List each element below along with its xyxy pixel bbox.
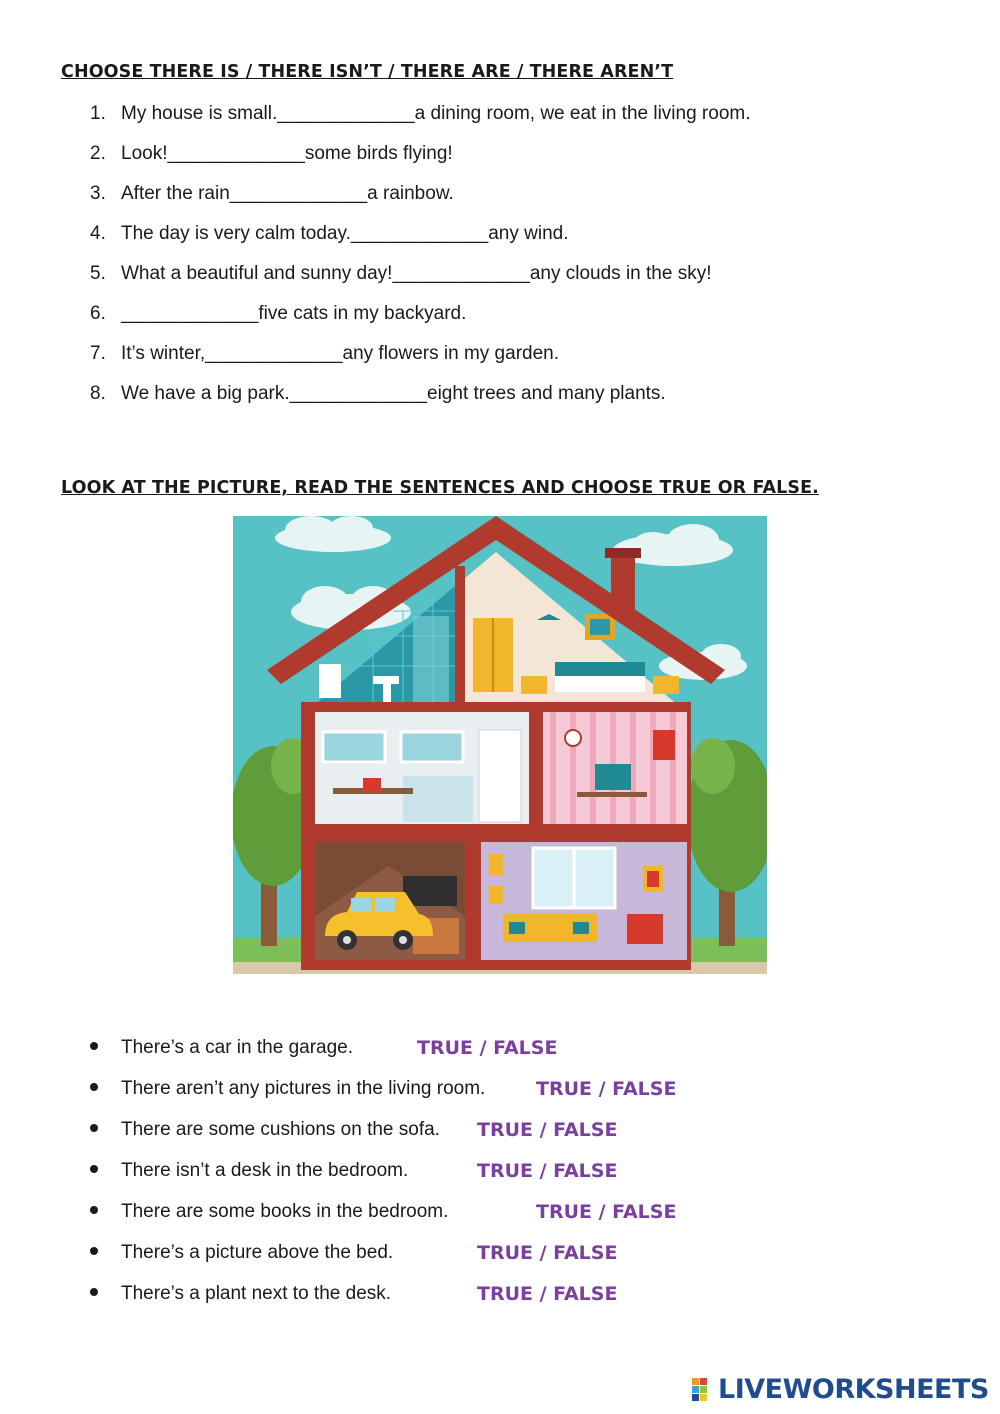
question-number: 2. <box>90 143 106 164</box>
statement-text: There aren’t any pictures in the living room. <box>121 1078 486 1099</box>
answer-blank[interactable]: _____________ <box>229 183 368 204</box>
answer-blank[interactable]: _____________ <box>277 103 415 124</box>
question-item <box>90 381 751 421</box>
logo-text: LIVEWORKSHEETS <box>718 1374 989 1405</box>
question-item <box>90 261 751 301</box>
liveworksheets-logo[interactable] <box>692 1374 989 1405</box>
answer-blank[interactable]: _____________ <box>121 303 259 324</box>
answer-blank[interactable]: _____________ <box>167 143 305 164</box>
question-number: 3. <box>90 183 106 204</box>
question-text-before: After the rain <box>121 183 230 204</box>
question-text-after: eight trees and many plants. <box>427 383 666 404</box>
question-text-after: five cats in my backyard. <box>258 303 467 324</box>
question-number: 6. <box>90 303 106 324</box>
question-text-before: The day is very calm today. <box>121 223 351 244</box>
question-text-after: any clouds in the sky! <box>529 263 712 284</box>
true-false-choice[interactable]: TRUE / FALSE <box>477 1242 618 1264</box>
question-text-before: My house is small. <box>121 103 278 124</box>
section2-heading: LOOK AT THE PICTURE, READ THE SENTENCES AND CHOOSE TRUE OR FALSE. <box>61 478 819 498</box>
question-item <box>90 181 751 221</box>
question-number: 7. <box>90 343 106 364</box>
bullet-icon <box>90 1042 98 1050</box>
true-false-choice[interactable]: TRUE / FALSE <box>536 1201 677 1223</box>
true-false-choice[interactable]: TRUE / FALSE <box>477 1283 618 1305</box>
question-number: 8. <box>90 383 106 404</box>
answer-blank[interactable]: _____________ <box>392 263 530 284</box>
question-item <box>90 101 751 141</box>
question-item <box>90 341 751 381</box>
question-number: 5. <box>90 263 106 284</box>
question-text-before: Look! <box>121 143 168 164</box>
statement-text: There’s a picture above the bed. <box>121 1242 394 1263</box>
statement-text: There isn’t a desk in the bedroom. <box>121 1160 409 1181</box>
question-item <box>90 301 751 341</box>
liveworksheets-logo-icon <box>692 1377 716 1403</box>
question-text-after: some birds flying! <box>304 143 453 164</box>
question-item <box>90 141 751 181</box>
question-number: 4. <box>90 223 106 244</box>
bullet-icon <box>90 1165 98 1173</box>
question-text-after: a dining room, we eat in the living room. <box>414 103 751 124</box>
statement-text: There’s a plant next to the desk. <box>121 1283 392 1304</box>
question-text-after: any wind. <box>488 223 569 244</box>
answer-blank[interactable]: _____________ <box>289 383 428 404</box>
true-false-choice[interactable]: TRUE / FALSE <box>477 1119 618 1141</box>
bullet-icon <box>90 1083 98 1091</box>
statement-text: There are some books in the bedroom. <box>121 1201 449 1222</box>
bullet-icon <box>90 1288 98 1296</box>
question-text-before: What a beautiful and sunny day! <box>121 263 393 284</box>
answer-blank[interactable]: _____________ <box>350 223 489 244</box>
statement-text: There are some cushions on the sofa. <box>121 1119 440 1140</box>
true-false-choice[interactable]: TRUE / FALSE <box>417 1037 558 1059</box>
fill-in-question-list <box>90 101 751 421</box>
statement-text: There’s a car in the garage. <box>121 1037 354 1058</box>
true-false-choice[interactable]: TRUE / FALSE <box>536 1078 677 1100</box>
bullet-icon <box>90 1206 98 1214</box>
question-item <box>90 221 751 261</box>
answer-blank[interactable]: _____________ <box>205 343 343 364</box>
question-text-before: We have a big park. <box>121 383 290 404</box>
question-number: 1. <box>90 103 106 124</box>
true-false-choice[interactable]: TRUE / FALSE <box>477 1160 618 1182</box>
question-text-after: any flowers in my garden. <box>342 343 560 364</box>
section1-heading: CHOOSE THERE IS / THERE ISN’T / THERE ARE / THERE AREN’T <box>61 62 674 82</box>
house-cross-section-illustration <box>233 516 767 974</box>
bullet-icon <box>90 1124 98 1132</box>
question-text-before: It’s winter, <box>121 343 206 364</box>
question-text-after: a rainbow. <box>367 183 454 204</box>
bullet-icon <box>90 1247 98 1255</box>
